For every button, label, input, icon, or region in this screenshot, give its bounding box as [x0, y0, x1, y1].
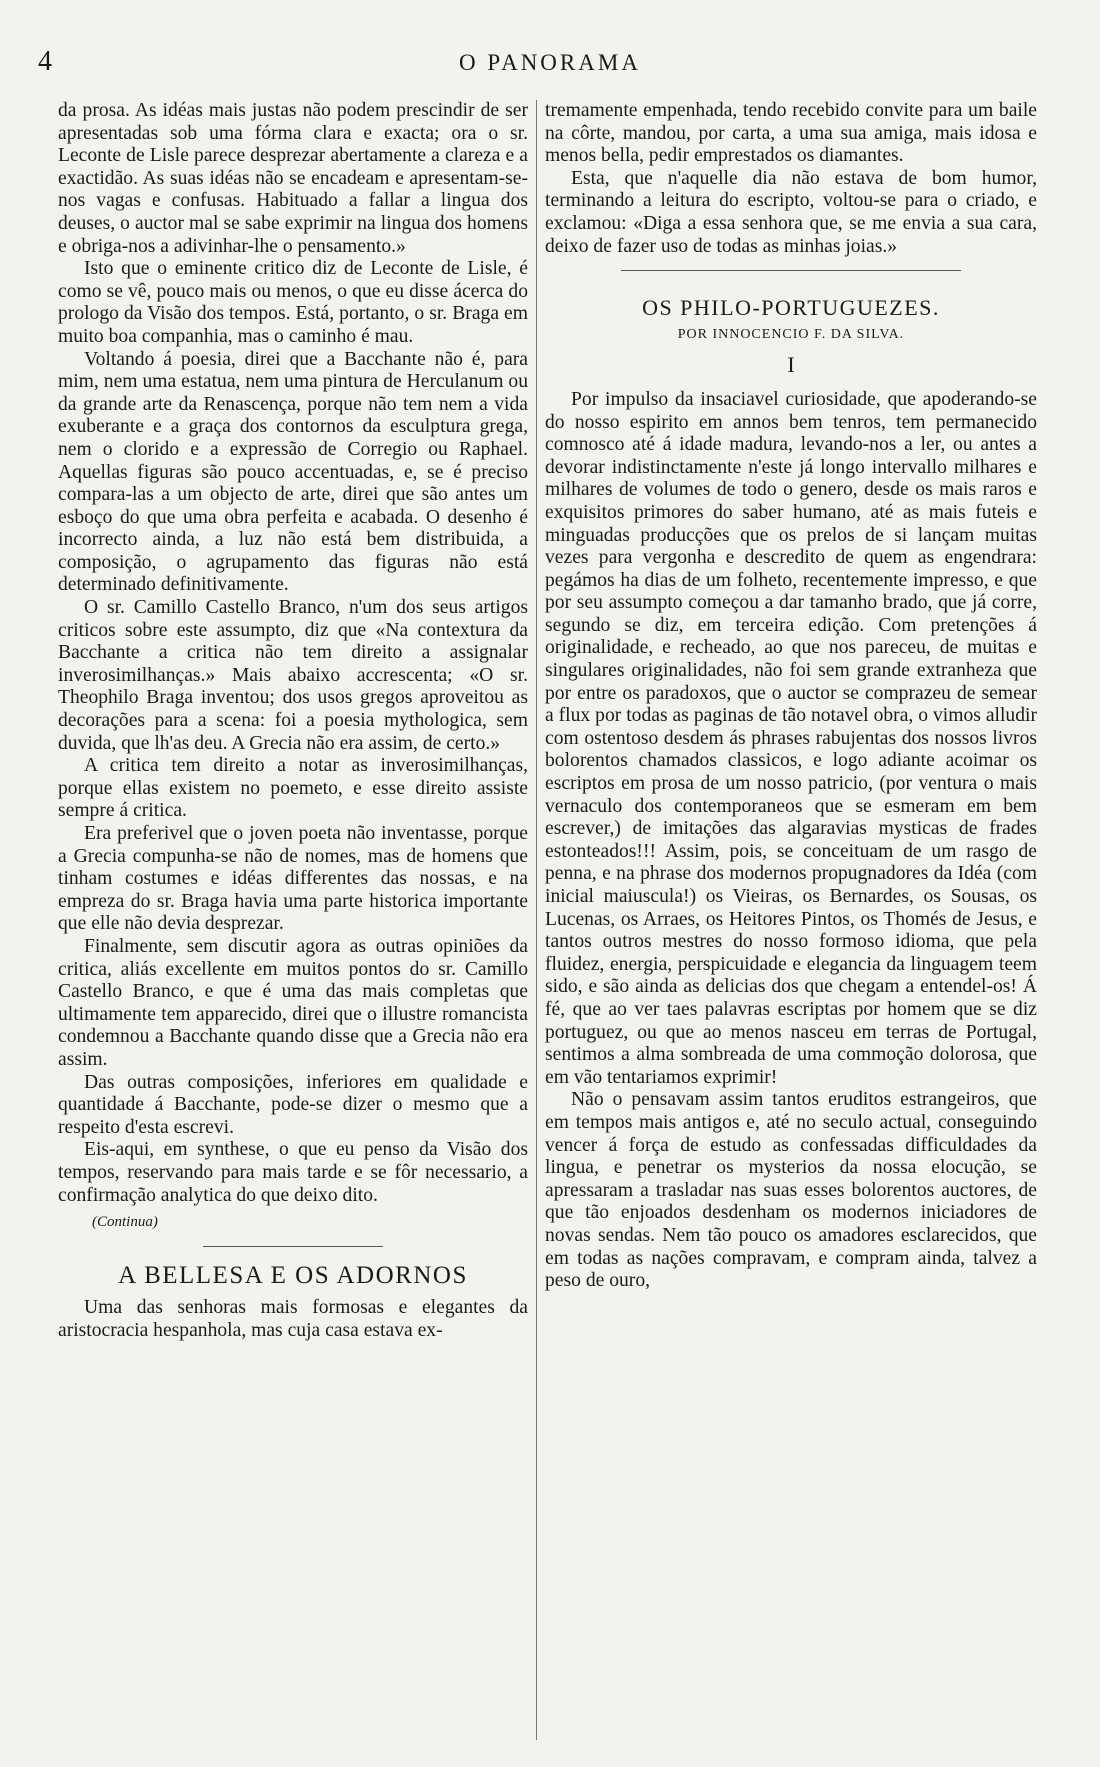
paragraph: Esta, que n'aquelle dia não estava de bom humor, terminando a leitura do escripto, voltou-se para o criado, e exclamou: «Diga a essa senhora que, se me envia a sua cara, deixo de fazer uso de todas as minhas joias.»	[545, 167, 1037, 257]
right-column	[545, 100, 1037, 1293]
paragraph: A critica tem direito a notar as inverosimilhanças, porque ellas existem no poemeto, e esse direito assiste sempre á critica.	[58, 755, 528, 822]
continua-note: (Continua)	[92, 1214, 158, 1231]
paragraph: da prosa. As idéas mais justas não podem prescindir de ser apresentadas sob uma fórma clara e exacta; ora o sr. Leconte de Lisle parece desprezar abertamente a clareza e a exactidão. As suas idéas não se encadeam e apresentam-se-nos vagas e confusas. Habituado a fallar a lingua dos deuses, o auctor mal se sabe exprimir na lingua dos homens e obriga-nos a adivinhar-lhe o pensamento.»	[58, 100, 528, 257]
page-number: 4	[38, 46, 52, 77]
paragraph: Não o pensavam assim tantos eruditos estrangeiros, que em tempos mais antigos e, até no seculo actual, conseguindo vencer á força de estudo as confessadas difficuldades da lingua, e penetrar os mysterios da nossa elocução, se apressaram a trasladar nas suas esses bolorentos auctores, de que tão enjoados desdenham os modernos iniciadores de novas sendas. Nem tão pouco os amadores esclarecidos, que em todas as nações compravam, e compram ainda, talvez a peso de ouro,	[545, 1089, 1037, 1292]
paragraph: Era preferivel que o joven poeta não inventasse, porque a Grecia compunha-se não de nomes, mas de homens que tinham costumes e idéas differentes das nossas, e na empreza do sr. Braga havia uma parte historica importante que elle não devia desprezar.	[58, 823, 528, 935]
section-title-philo-portuguezes: OS PHILO-PORTUGUEZES.	[642, 295, 940, 321]
section-title-bellesa: A BELLESA E OS ADORNOS	[118, 1261, 468, 1289]
paragraph: O sr. Camillo Castello Branco, n'um dos seus artigos criticos sobre este assumpto, diz que «Na contextura da Bacchante a critica não tem direito a assignalar inverosimilhanças.» Mais abaixo accrescenta; «O sr. Theophilo Braga inventou; dos usos gregos aproveitou as decorações para a scena: foi a poesia mythologica, sem duvida, que lh'as deu. A Grecia não era assim, de certo.»	[58, 597, 528, 754]
paragraph: Finalmente, sem discutir agora as outras opiniões da critica, aliás excellente em muitos pontos do sr. Camillo Castello Branco, e que é uma das mais completas que ultimamente tem apparecido, direi que o illustre romancista condemnou a Bacchante quando disse que a Grecia não era assim.	[58, 935, 528, 1070]
paragraph: tremamente empenhada, tendo recebido convite para um baile na côrte, mandou, por carta, a uma sua amiga, mais idosa e menos bella, pedir emprestados os diamantes.	[545, 100, 1037, 167]
paragraph: Isto que o eminente critico diz de Leconte de Lisle, é como se vê, pouco mais ou menos, o que eu disse ácerca do prologo da Visão dos tempos. Está, portanto, o sr. Braga em muito boa companhia, mas o caminho é mau.	[58, 258, 528, 347]
paragraph: Uma das senhoras mais formosas e elegantes da aristocracia hespanhola, mas cuja casa estava ex-	[58, 1297, 528, 1341]
left-column	[58, 100, 528, 1342]
paragraph: Eis-aqui, em synthese, o que eu penso da Visão dos tempos, reservando para mais tarde e se fôr necessario, a confirmação analytica do que deixo dito.	[58, 1139, 528, 1206]
chapter-numeral: I	[787, 352, 795, 378]
author-byline: POR INNOCENCIO F. DA SILVA.	[677, 326, 905, 342]
paragraph: Das outras composições, inferiores em qualidade e quantidade á Bacchante, pode-se dizer o mesmo que a respeito d'esta escrevi.	[58, 1071, 528, 1138]
section-rule	[203, 1246, 383, 1247]
column-divider	[536, 100, 537, 1740]
running-head-title: O PANORAMA	[459, 50, 641, 75]
paragraph: Por impulso da insaciavel curiosidade, que apoderando-se do nosso espirito em annos bem tenros, tem permanecido comnosco até á idade madura, levando-nos a ler, ou antes a devorar indistinctamente n'este já longo intervallo milhares e milhares de volumes de todo o genero, desde os mais raros e exquisitos primores do saber humano, até as mais futeis e minguadas producções que os prelos de si lançam muitas vezes para vergonha e descredito de quem as engendrara: pegámos ha dias de um folheto, recentemente impresso, e que por seu assumpto começou a dar tamanho brado, que já corre, segundo se diz, em terceira edição. Com pretenções á originalidade, e recheado, ao que nos pareceu, de muitas e singulares originalidades, não foi sem grande extranheza que por entre os paradoxos, que o auctor se comprazeu de semear a flux por todas as paginas de tão notavel obra, o vimos alludir com ostentoso desdem ás phrases rabujentas dos nossos livros bolorentos chamados classicos, e logo adiante acoimar os escriptos em prosa de um nosso patricio, (por ventura o mais vernaculo dos contemporaneos que se esmeram em bem escrever,) de imitações das algaravias mysticas de frades estonteados!!! Assim, pois, se conceituam de um rasgo de penna, e na phrase dos modernos propugnadores da Idéa (com inicial maiuscula!) os Vieiras, os Bernardes, os Sousas, os Lucenas, os Arraes, os Heitores Pintos, os Thomés de Jesus, e tantos outros mestres do nosso formoso idioma, que pela fluidez, energia, perspicuidade e elegancia da linguagem teem sido, e são ainda as delicias dos que chegam a entendel-os! Á fé, que ao ver taes palavras escriptas por homem que se diz portuguez, ou que ao menos nasceu em terras de Portugal, sentimos a alma sombreada de uma commoção dolorosa, que em vão tentariamos exprimir!	[545, 388, 1037, 1088]
paragraph: Voltando á poesia, direi que a Bacchante não é, para mim, nem uma estatua, nem uma pintura de Herculanum ou da grande arte da Renascença, porque não tem nem a vida exuberante e a graça dos contornos da esculptura grega, nem o clorido e a expressão de Corregio ou Raphael. Aquellas figuras são pouco accentuadas, e, se é preciso compara-las a um objecto de arte, direi que são antes um esboço do que uma obra perfeita e acabada. O desenho é incorrecto ainda, a luz não está bem distribuida, a composição, o agrupamento das figuras não está determinado definitivamente.	[58, 348, 528, 596]
section-rule	[621, 270, 961, 271]
